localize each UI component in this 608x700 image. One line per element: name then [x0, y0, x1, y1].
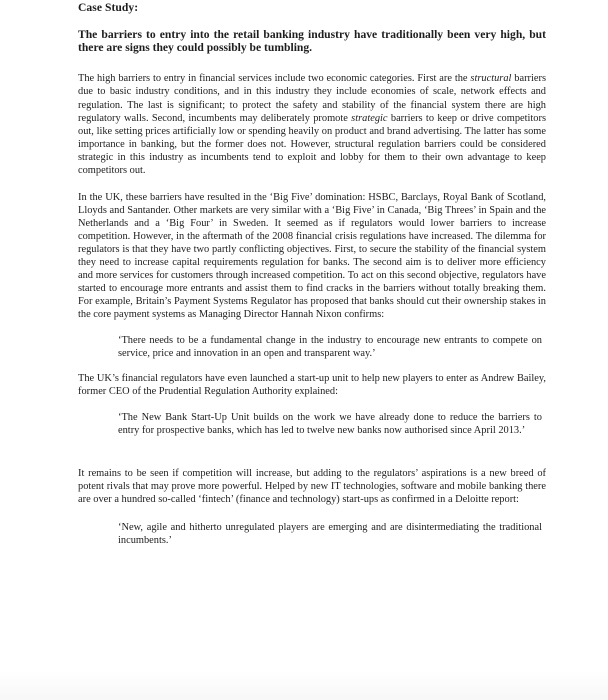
structural-term: structural [470, 73, 512, 85]
case-study-heading: Case Study: [78, 1, 139, 14]
paragraph-uk-big-five: In the UK, these barriers have resulted in the ‘Big Five’ domination: HSBC, Barclays, Royal Bank of Scotland, Lloyds and Santander. Other markets are very similar with a ‘Big Five’ in Canada, ‘Big Threes’ in Spain and the Netherlands and a ‘Big Four’ in Sweden. It seemed as if regulators would lower barriers to increase competition. However, in the aftermath of the 2008 financial crisis regulations have increased. The dilemma for regulators is that they have two partly conflicting objectives. First, to secure the stability of the financial system they need to increase capital requirements regulation for banks. The second aim is to deliver more efficiency and more services for customers through increased competition. To act on this second objective, regulators have started to encourage more entrants and assist them to find cracks in the barriers without totally breaking them. For example, Britain’s Payment Systems Regulator has proposed that banks should cut their ownership stakes in the core payment systems as Managing Director Hannah Nixon confirms: [78, 191, 546, 321]
paragraph-barriers-part3: barriers to keep or drive competitors out, like setting prices artificially low or spending heavily on product and brand advertising. The latter has some importance in banking, but the former does not. However, structural regulation barriers could be considered strategic in this industry as incumbents tend to exploit and lobby for them to their own advantage to keep competitors out. [78, 112, 546, 176]
quote-hannah-nixon: ‘There needs to be a fundamental change in the industry to encourage new entrants to compete on service, price and innovation in an open and transparent way.’ [118, 335, 542, 360]
quote-deloitte-report: ‘New, agile and hitherto unregulated players are emerging and are disintermediating the traditional incumbents.’ [118, 521, 542, 546]
page-bottom-shading [0, 670, 608, 700]
paragraph-start-up-unit: The UK’s financial regulators have even launched a start-up unit to help new players to enter as Andrew Bailey, former CEO of the Prudential Regulation Authority explained: [78, 373, 546, 398]
case-study-subtitle: The barriers to entry into the retail banking industry have traditionally been very high, but there are signs they could possibly be tumbling. [78, 28, 546, 55]
paragraph-barriers-part1: The high barriers to entry in financial services include two economic categories. First are the [78, 73, 471, 85]
paragraph-fintech: It remains to be seen if competition will increase, but adding to the regulators’ aspirations is a new breed of potent rivals that may prove more powerful. Helped by new IT technologies, software and mobile banking there are over a hundred so-called ‘fintech’ (finance and technology) start-ups as confirmed in a Deloitte report: [78, 467, 546, 505]
quote-andrew-bailey: ‘The New Bank Start-Up Unit builds on the work we have already done to reduce the barriers to entry for prospective banks, which has led to twelve new banks now authorised since April 2013.’ [118, 412, 542, 437]
paragraph-barriers [78, 72, 546, 176]
paragraph-barriers-part2: barriers due to basic industry conditions, and in this industry they include economies of scale, network effects and regulation. The last is significant; to protect the safety and stability of the financial system there are high regulatory walls. Second, incumbents may deliberately promote [78, 73, 547, 124]
strategic-term: strategic [351, 112, 388, 124]
